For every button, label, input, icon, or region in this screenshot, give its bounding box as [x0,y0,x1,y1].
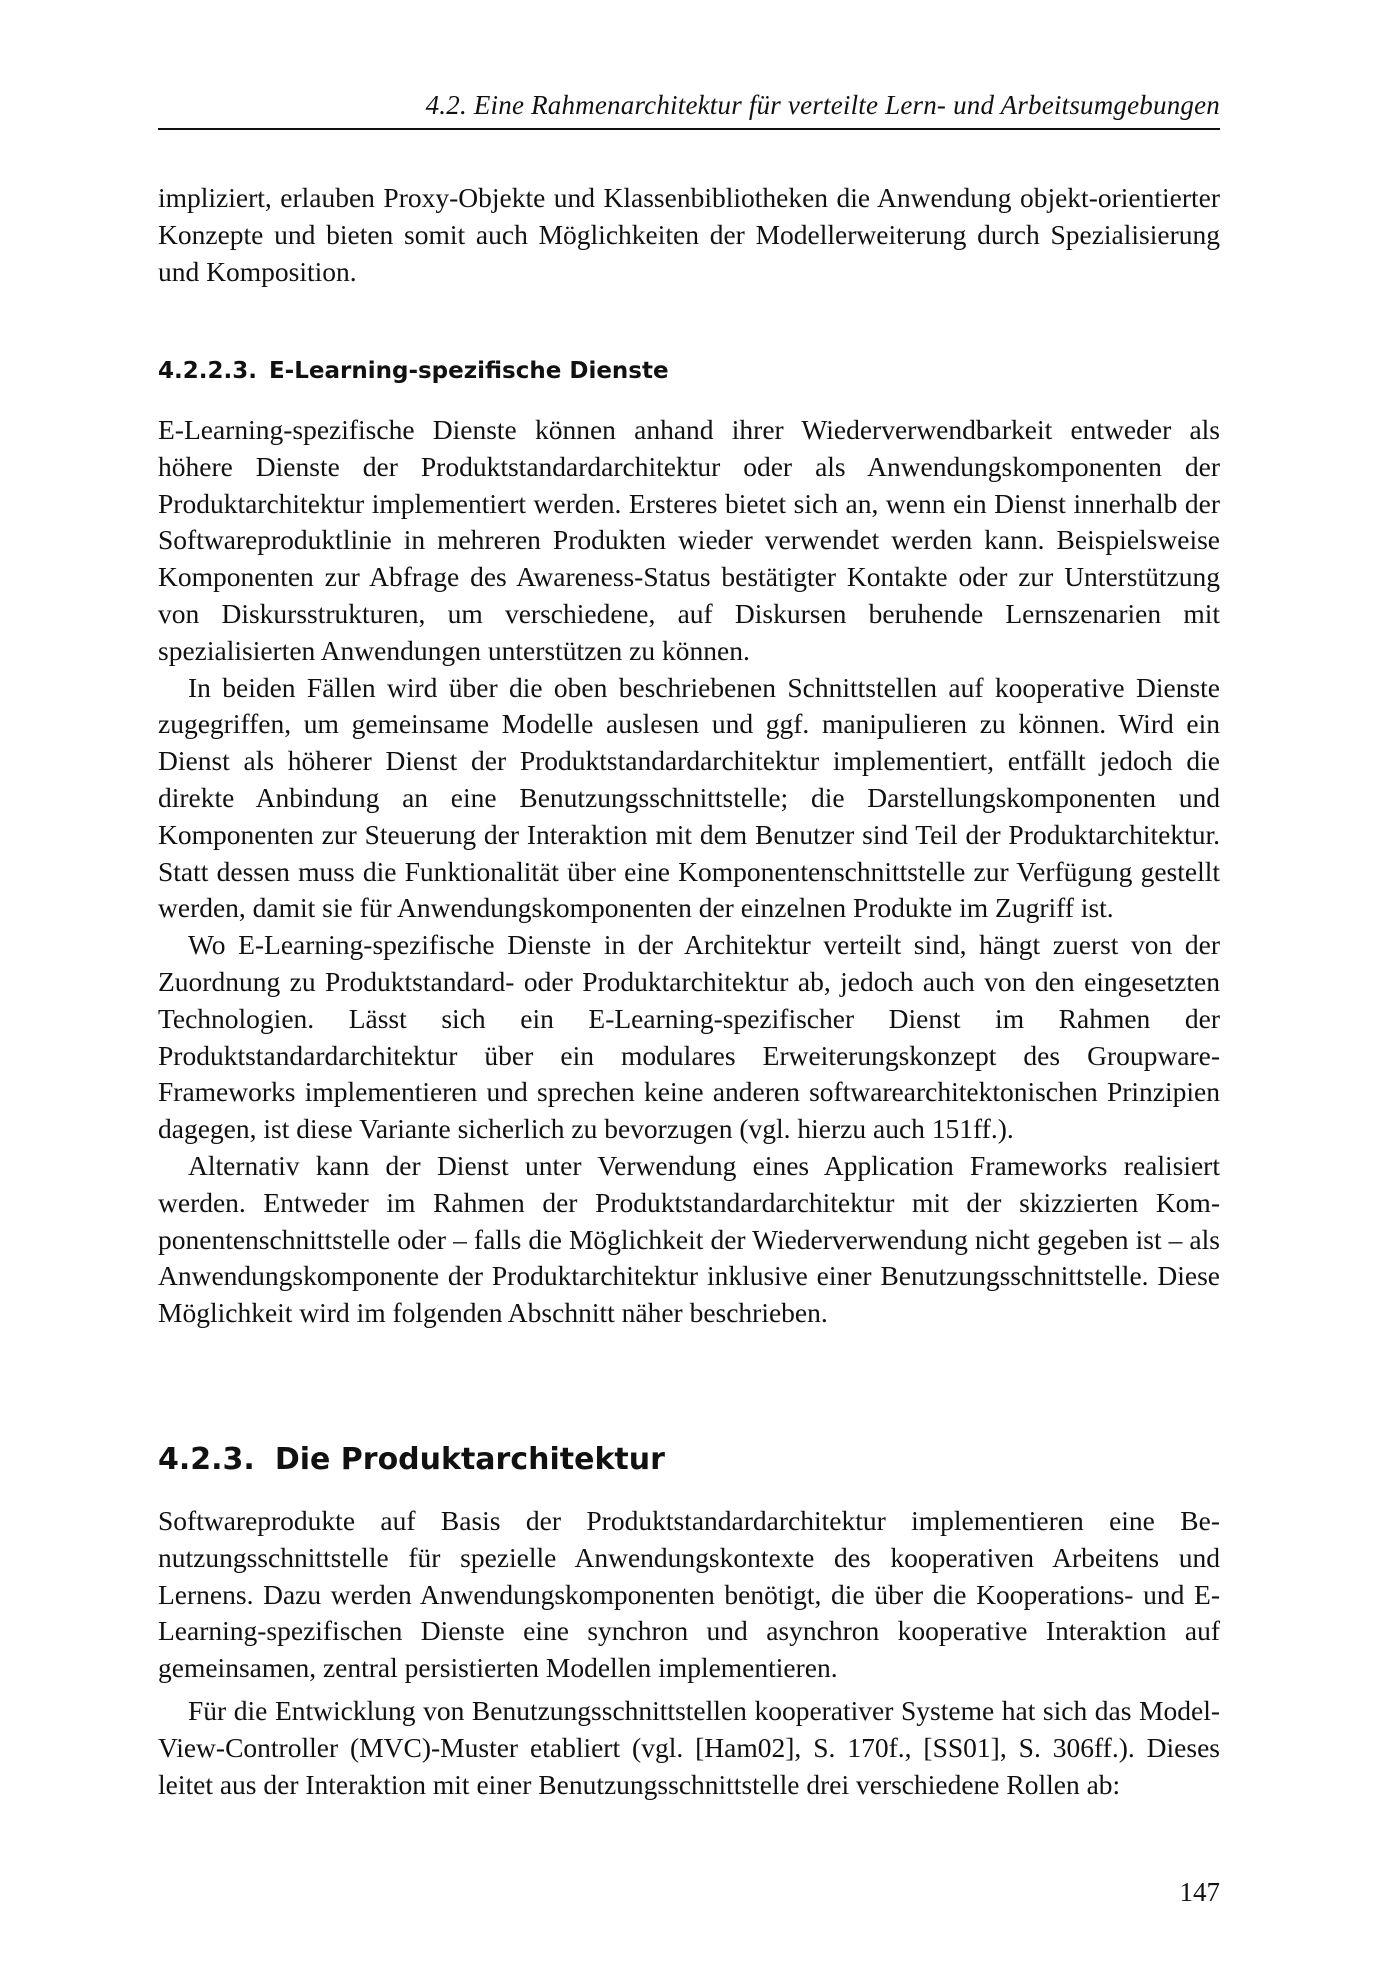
section-number: 4.2.3. [158,1442,255,1477]
intro-paragraph: impliziert, erlauben Proxy-Objekte und Klassenbibliotheken die Anwendung objekt-orientierter Konzepte und bieten somit auch Möglichkeiten der Modellerweiterung durch Spezialisierung und Komposition. [158,182,1220,287]
subsection-number: 4.2.2.3. [158,358,257,384]
subsection-heading [158,356,669,386]
subsection-paragraph: Wo E-Learning-spezifische Dienste in der Architektur verteilt sind, hängt zuerst von der Zuordnung zu Produktstandard- oder Produktarchitektur ab, jedoch auch von den eingesetzten Technologien. Lässt sich ein E-Learning-spezifischer Dienst im Rahmen der Produktstandardarchitektur über ein modulares Erweiterungskonzept des Groupware-Frameworks implementieren und sprechen keine anderen softwarearchitektonischen Prinzipien dagegen, ist diese Variante sicherlich zu bevorzugen (vgl. hierzu auch 151ff.). [158,929,1220,1145]
section-heading [158,1441,665,1479]
subsection-paragraph: Alternativ kann der Dienst unter Verwendung eines Application Frameworks realisiert werden. Entweder im Rahmen der Produktstandardarchitektur mit der skizzierten Komponentenschnittstelle oder – falls die Möglichkeit der Wiederverwendung nicht gegeben ist – als Anwendungskomponente der Produktarchitektur inklusive einer Benutzungsschnittstelle. Diese Möglichkeit wird im folgenden Abschnitt näher beschrieben. [158,1149,1220,1329]
running-header: 4.2. Eine Rahmenarchitektur für verteilte Lern- und Arbeitsumgebungen [425,90,1220,120]
section-body [158,1503,1220,1803]
section-paragraph: Für die Entwicklung von Benutzungsschnittstellen kooperativer Systeme hat sich das Model-View-Controller (MVC)-Muster etabliert (vgl. [Ham02], S. 170f., [SS01], S. 306ff.). Dieses leitet aus der Interaktion mit einer Benutzungsschnittstelle drei verschiedene Rollen ab: [158,1694,1220,1800]
section-paragraph: Softwareprodukte auf Basis der Produktstandardarchitektur implementieren eine Benutzungsschnittstelle für spezielle Anwendungskontexte des kooperativen Arbeitens und Lernens. Dazu werden Anwendungskomponenten benötigt, die über die Kooperations- und E-Learning-spezifischen Dienste eine synchron und asynchron kooperative Interaktion auf gemeinsamen, zentral persistierten Modellen implementieren. [158,1505,1220,1684]
section-title: Die Produktarchitektur [274,1442,665,1477]
header-rule [158,128,1220,130]
subsection-paragraph: E-Learning-spezifische Dienste können anhand ihrer Wiederverwendbarkeit entweder als höhere Dienste der Produktstandardarchitektur oder als Anwendungskomponenten der Produktarchitektur implementiert werden. Ersteres bietet sich an, wenn ein Dienst innerhalb der Softwareproduktlinie in mehreren Produkten wieder verwendet werden kann. Beispielsweise Komponenten zur Abfrage des Awareness-Status bestätigter Kontakte oder zur Unterstützung von Diskursstrukturen, um verschiedene, auf Diskursen beruhende Lernszenarien mit spezialisierten Anwendungen unterstützen zu können. [158,414,1220,666]
page-number: 147 [1179,1877,1220,1907]
subsection-title: E-Learning-spezifische Dienste [268,358,669,384]
document-page [158,0,1220,1969]
subsection-paragraph: In beiden Fällen wird über die oben beschriebenen Schnittstellen auf kooperative Dienste zugegriffen, um gemeinsame Modelle auslesen und ggf. manipulieren zu können. Wird ein Dienst als höherer Dienst der Produktstandardarchitektur implementiert, entfällt jedoch die direkte Anbindung an eine Benutzungsschnittstelle; die Darstellungskomponenten und Komponenten zur Steuerung der Interaktion mit dem Benutzer sind Teil der Produktarchitektur. Statt dessen muss die Funktionalität über eine Komponentenschnittstelle zur Verfügung gestellt werden, damit sie für Anwendungskomponenten der einzelnen Produkte im Zugriff ist. [158,671,1220,924]
intro-block [158,180,1220,290]
subsection-body [158,412,1220,1332]
